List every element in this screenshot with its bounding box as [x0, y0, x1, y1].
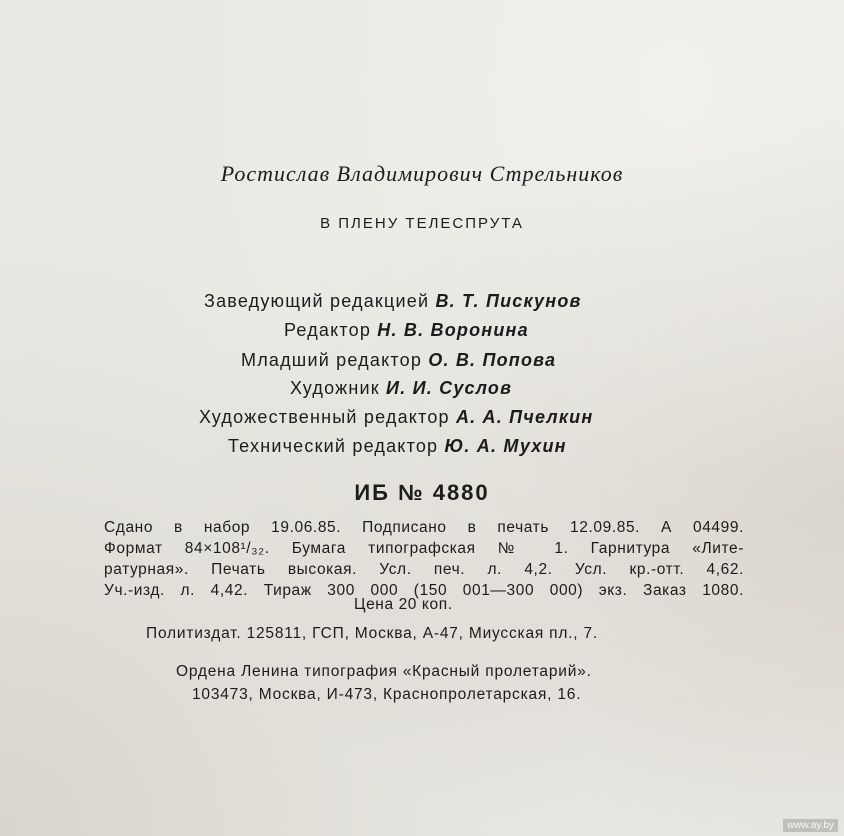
ib-number: ИБ № 4880	[354, 480, 490, 505]
publisher-address: Политиздат. 125811, ГСП, Москва, А-47, Миусская пл., 7.	[146, 625, 599, 642]
imprint-line: Формат 84×108¹/₃₂. Бумага типографская № 1. Гарнитура «Лите-	[104, 540, 744, 557]
staff-role: Технический редактор	[228, 436, 439, 456]
author-name: Ростислав Владимирович Стрельников	[220, 161, 624, 186]
staff-name: Ю. А. Мухин	[444, 436, 567, 456]
staff-line-editor	[284, 320, 529, 341]
site-watermark: www.ay.by	[783, 819, 838, 832]
staff-role: Заведующий редакцией	[204, 291, 430, 311]
staff-line-editor-in-chief	[204, 291, 582, 312]
imprint-line: Сдано в набор 19.06.85. Подписано в печать 12.09.85. А 04499.	[104, 519, 744, 536]
staff-role: Младший редактор	[241, 350, 423, 370]
staff-name: Н. В. Воронина	[377, 320, 529, 340]
staff-name: А. А. Пчелкин	[455, 407, 594, 427]
staff-line-technical-editor	[228, 436, 567, 457]
staff-line-junior-editor	[241, 350, 556, 371]
staff-line-art-editor	[199, 407, 593, 428]
staff-name: В. Т. Пискунов	[435, 291, 582, 311]
staff-name: О. В. Попова	[428, 350, 557, 370]
book-title: В ПЛЕНУ ТЕЛЕСПРУТА	[320, 215, 524, 232]
imprint-line: Уч.-изд. л. 4,42. Тираж 300 000 (150 001—300 000) экз. Заказ 1080.	[104, 582, 744, 599]
price: Цена 20 коп.	[354, 596, 453, 613]
printer-name: Ордена Ленина типография «Красный пролетарий».	[176, 663, 592, 680]
staff-role: Художник	[290, 378, 380, 398]
staff-role: Художественный редактор	[199, 407, 450, 427]
imprint-line: ратурная». Печать высокая. Усл. печ. л. 4,2. Усл. кр.-отт. 4,62.	[104, 561, 744, 578]
staff-name: И. И. Суслов	[386, 378, 513, 398]
staff-line-artist	[290, 378, 512, 399]
printer-address: 103473, Москва, И-473, Краснопролетарская, 16.	[192, 686, 582, 703]
imprint-block	[104, 517, 744, 601]
staff-role: Редактор	[284, 320, 372, 340]
